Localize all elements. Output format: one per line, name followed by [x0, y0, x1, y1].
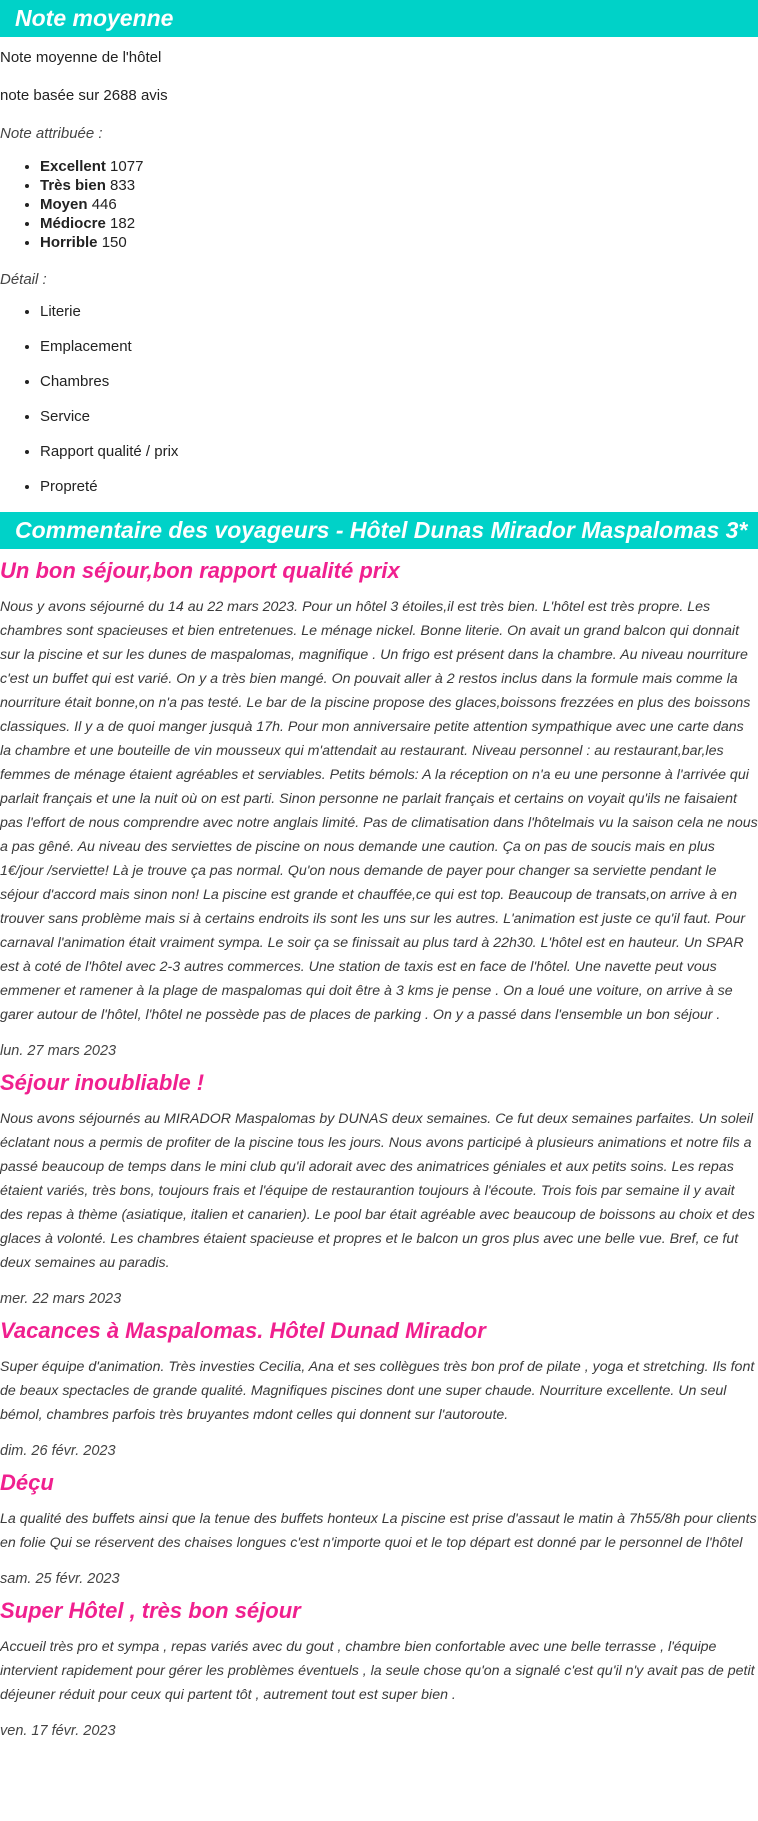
review-title: Séjour inoubliable ! [0, 1070, 205, 1095]
rating-item-moyen [40, 195, 758, 214]
section-banner-average-rating: Note moyenne [0, 0, 758, 37]
review-body: Accueil très pro et sympa , repas variés avec du gout , chambre bien confortable avec une belle terrasse , l'équipe intervient rapidement pour gérer les problèmes éventuels , la seule chose qu'on a signalé c'est qu'il n'y avait pas de petit déjeuner réduit pour ceux qui partent tôt , autrement tout est super bien . [0, 1639, 755, 1703]
rating-label: Horrible [40, 234, 98, 251]
rating-count: 833 [110, 177, 136, 194]
rating-count: 150 [101, 234, 127, 251]
review-date: dim. 26 févr. 2023 [0, 1443, 116, 1459]
detail-item-chambres: • Chambres [40, 372, 758, 392]
detail-item-emplacement: • Emplacement [40, 337, 758, 357]
review-body: Nous avons séjournés au MIRADOR Maspalomas by DUNAS deux semaines. Ce fut deux semaines parfaites. Un soleil éclatant nous a permis de profiter de la piscine tous les jours. Nous avons participé à plusieurs animations et notre fils a passé beaucoup de temps dans le mini club qu'il adorait avec des animatrices géniales et aux petits soins. Les repas étaient variés, très bons, toujours frais et l'équipe de restaurantion toujours à l'écoute. Trois fois par semaine il y avait des repas à thème (asiatique, italien et canarien). Le pool bar était agréable avec beaucoup de boissons au choix et des glaces à volonté. Les chambres étaient spacieuse et propres et le balcon un gros plus avec une belle vue. Bref, ce fut deux semaines au paradis. [0, 1111, 755, 1271]
review-body: La qualité des buffets ainsi que la tenue des buffets honteux La piscine est prise d'assaut le matin à 7h55/8h pour clients en folie Qui se réservent des chaises longues c'est n'importe quoi et le top départ est donné par le personnel de l'hôtel [0, 1511, 757, 1551]
review-item [0, 1317, 758, 1461]
review-item [0, 1069, 758, 1309]
rating-item-horrible [40, 233, 758, 252]
ratings-list [0, 157, 758, 252]
ratings-heading: Note attribuée : [0, 125, 103, 142]
detail-item-service: • Service [40, 407, 758, 427]
review-title: Déçu [0, 1470, 54, 1495]
review-item [0, 557, 758, 1061]
details-list [0, 302, 758, 497]
rating-label: Moyen [40, 196, 88, 213]
detail-item-literie: • Literie [40, 302, 758, 322]
review-title: Un bon séjour,bon rapport qualité prix [0, 558, 400, 583]
rating-count: 182 [110, 215, 136, 232]
review-title: Vacances à Maspalomas. Hôtel Dunad Mirador [0, 1318, 486, 1343]
section-banner-comments: Commentaire des voyageurs - Hôtel Dunas Mirador Maspalomas 3* [0, 512, 758, 549]
review-title: Super Hôtel , très bon séjour [0, 1598, 301, 1623]
rating-item-tres-bien [40, 176, 758, 195]
review-date: ven. 17 févr. 2023 [0, 1723, 116, 1739]
details-heading: Détail : [0, 271, 47, 288]
rating-label: Très bien [40, 177, 106, 194]
review-date: mer. 22 mars 2023 [0, 1291, 122, 1307]
review-body: Nous y avons séjourné du 14 au 22 mars 2023. Pour un hôtel 3 étoiles,il est très bien. L'hôtel est très propre. Les chambres sont spacieuses et bien entretenues. Le ménage nickel. Bonne literie. On avait un grand balcon qui donnait sur la piscine et sur les dunes de maspalomas, magnifique . Un frigo est présent dans la chambre. Au niveau nourriture c'est un buffet qui est varié. On y a très bien mangé. On pouvait aller à 2 restos inclus dans la formule mais comme la nourriture était bonne,on n'a pas testé. Le bar de la piscine propose des glaces,boissons frezzées en plus des boissons classiques. Il y a de quoi manger jusquà 17h. Pour mon anniversaire petite attention sympathique avec une carte dans la chambre et une bouteille de vin mousseux qui m'attendait au restaurant. Niveau personnel : au restaurant,bar,les femmes de ménage étaient agréables et serviables. Petits bémols: A la réception on n'a eu une personne à l'arrivée qui parlait français et une la nuit où on est parti. Sinon personne ne parlait français et certains on voyait qu'ils ne faisaient pas l'effort de nous comprendre avec notre anglais limité. Pas de climatisation dans l'hôtelmais vu la saison cela ne nous a pas gêné. Au niveau des serviettes de piscine on nous demande une caution. Ça on pas de soucis mais en plus 1€/jour /serviette! Là je trouve ça pas normal. Qu'on nous demande de payer pour changer sa serviette pendant le séjour d'accord mais sinon non! La piscine est grande et chauffée,ce qui est top. Beaucoup de transats,on arrive à en trouver sans problème mais si à certains endroits ils sont les uns sur les autres. L'animation est juste ce qu'il faut. Pour carnaval l'animation était vraiment sympa. Le soir ça se finissait au plus tard à 22h30. L'hôtel est en hauteur. Un SPAR est à coté de l'hôtel avec 2-3 autres commerces. Une station de taxis est en face de l'hôtel. Une navette peut vous emmener et ramener à la plage de maspalomas qui doit être à 3 kms je pense . On a loué une voiture, on arrive à se garer autour de l'hôtel, l'hôtel ne possède pas de places de parking . On y a passé dans l'ensemble un bon séjour . [0, 599, 758, 1023]
review-item [0, 1597, 758, 1741]
detail-item-rapport-qualite-prix: • Rapport qualité / prix [40, 442, 758, 462]
review-date: sam. 25 févr. 2023 [0, 1571, 120, 1587]
rating-item-excellent [40, 157, 758, 176]
rating-label: Excellent [40, 158, 106, 175]
rating-count: 1077 [110, 158, 144, 175]
detail-item-proprete: • Propreté [40, 477, 758, 497]
comments-section [0, 512, 758, 1741]
rating-section [0, 0, 758, 497]
review-item [0, 1469, 758, 1589]
review-date: lun. 27 mars 2023 [0, 1043, 117, 1059]
rating-label: Médiocre [40, 215, 106, 232]
rating-item-mediocre [40, 214, 758, 233]
review-count: note basée sur 2688 avis [0, 87, 168, 104]
average-rating-label: Note moyenne de l'hôtel [0, 49, 162, 66]
rating-count: 446 [91, 196, 117, 213]
review-body: Super équipe d'animation. Très investies Cecilia, Ana et ses collègues très bon prof de pilate , yoga et stretching. Ils font de beaux spectacles de grande qualité. Magnifiques piscines dont une super chaude. Nourriture excellente. Un seul bémol, chambres parfois très bruyantes mdont celles qui donnent sur l'autoroute. [0, 1359, 755, 1423]
